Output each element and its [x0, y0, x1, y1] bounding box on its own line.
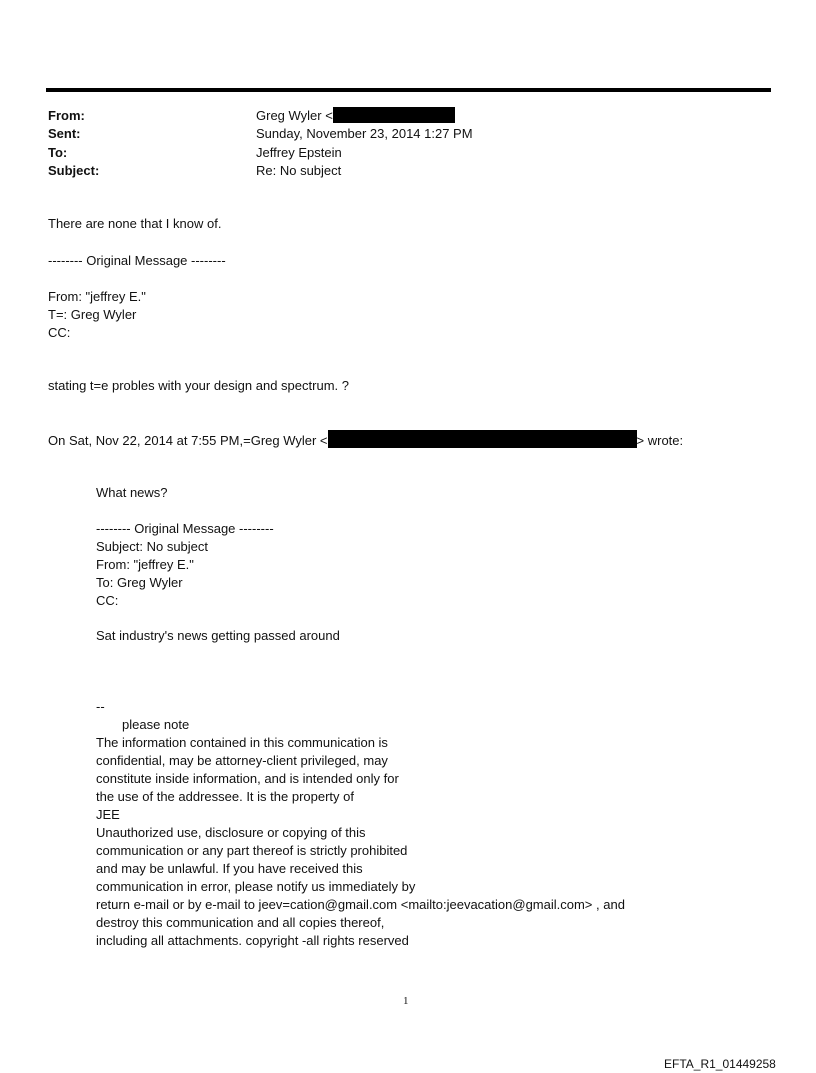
- disclaimer-line: Unauthorized use, disclosure or copying of this: [96, 825, 366, 840]
- to-label: To:: [48, 145, 68, 160]
- to-value: Jeffrey Epstein: [256, 145, 342, 160]
- redaction-block: [333, 107, 455, 123]
- original-cc: CC:: [48, 325, 71, 340]
- quoted-what-news: What news?: [96, 485, 168, 500]
- sent-label: Sent:: [48, 126, 81, 141]
- on-sat-prefix: On Sat, Nov 22, 2014 at 7:55 PM,=Greg Wyler <: [48, 433, 328, 448]
- from-label: From:: [48, 108, 85, 123]
- quoted-to: To: Greg Wyler: [96, 575, 183, 590]
- from-name: Greg Wyler <: [256, 108, 333, 123]
- signature-dashes: --: [96, 699, 105, 714]
- please-note: please note: [122, 717, 190, 732]
- on-sat-line: [48, 430, 683, 450]
- disclaimer-line: return e-mail or by e-mail to jeev=cation@gmail.com <mailto:jeevacation@gmail.com> , and: [96, 897, 625, 912]
- from-value: [256, 107, 455, 125]
- sent-value: Sunday, November 23, 2014 1:27 PM: [256, 126, 473, 141]
- disclaimer-line: including all attachments. copyright -all rights reserved: [96, 933, 409, 948]
- reply-text: There are none that I know of.: [48, 216, 222, 231]
- disclaimer-line: destroy this communication and all copies thereof,: [96, 915, 385, 930]
- quoted-subject: Subject: No subject: [96, 539, 209, 554]
- disclaimer-line: The information contained in this communication is: [96, 735, 388, 750]
- disclaimer-line: communication or any part thereof is strictly prohibited: [96, 843, 408, 858]
- disclaimer-line: and may be unlawful. If you have received this: [96, 861, 363, 876]
- header-rule: [46, 88, 771, 92]
- disclaimer-line: communication in error, please notify us immediately by: [96, 879, 416, 894]
- document-id: EFTA_R1_01449258: [664, 1057, 776, 1071]
- page-number: 1: [403, 995, 409, 1007]
- stating-text: stating t=e probles with your design and spectrum. ?: [48, 378, 349, 393]
- quoted-separator: -------- Original Message --------: [96, 521, 274, 536]
- redaction-block: [328, 430, 637, 448]
- quoted-from: From: "jeffrey E.": [96, 557, 194, 572]
- disclaimer-line: confidential, may be attorney-client privileged, may: [96, 753, 388, 768]
- original-message-separator: -------- Original Message --------: [48, 253, 226, 268]
- disclaimer-line: JEE: [96, 807, 120, 822]
- subject-value: Re: No subject: [256, 163, 342, 178]
- subject-label: Subject:: [48, 163, 100, 178]
- disclaimer-line: the use of the addressee. It is the property of: [96, 789, 354, 804]
- original-from: From: "jeffrey E.": [48, 289, 146, 304]
- quoted-cc: CC:: [96, 593, 119, 608]
- disclaimer-line: constitute inside information, and is intended only for: [96, 771, 399, 786]
- on-sat-suffix: > wrote:: [636, 433, 684, 448]
- original-to: T=: Greg Wyler: [48, 307, 137, 322]
- quoted-sat-news: Sat industry's news getting passed around: [96, 628, 340, 643]
